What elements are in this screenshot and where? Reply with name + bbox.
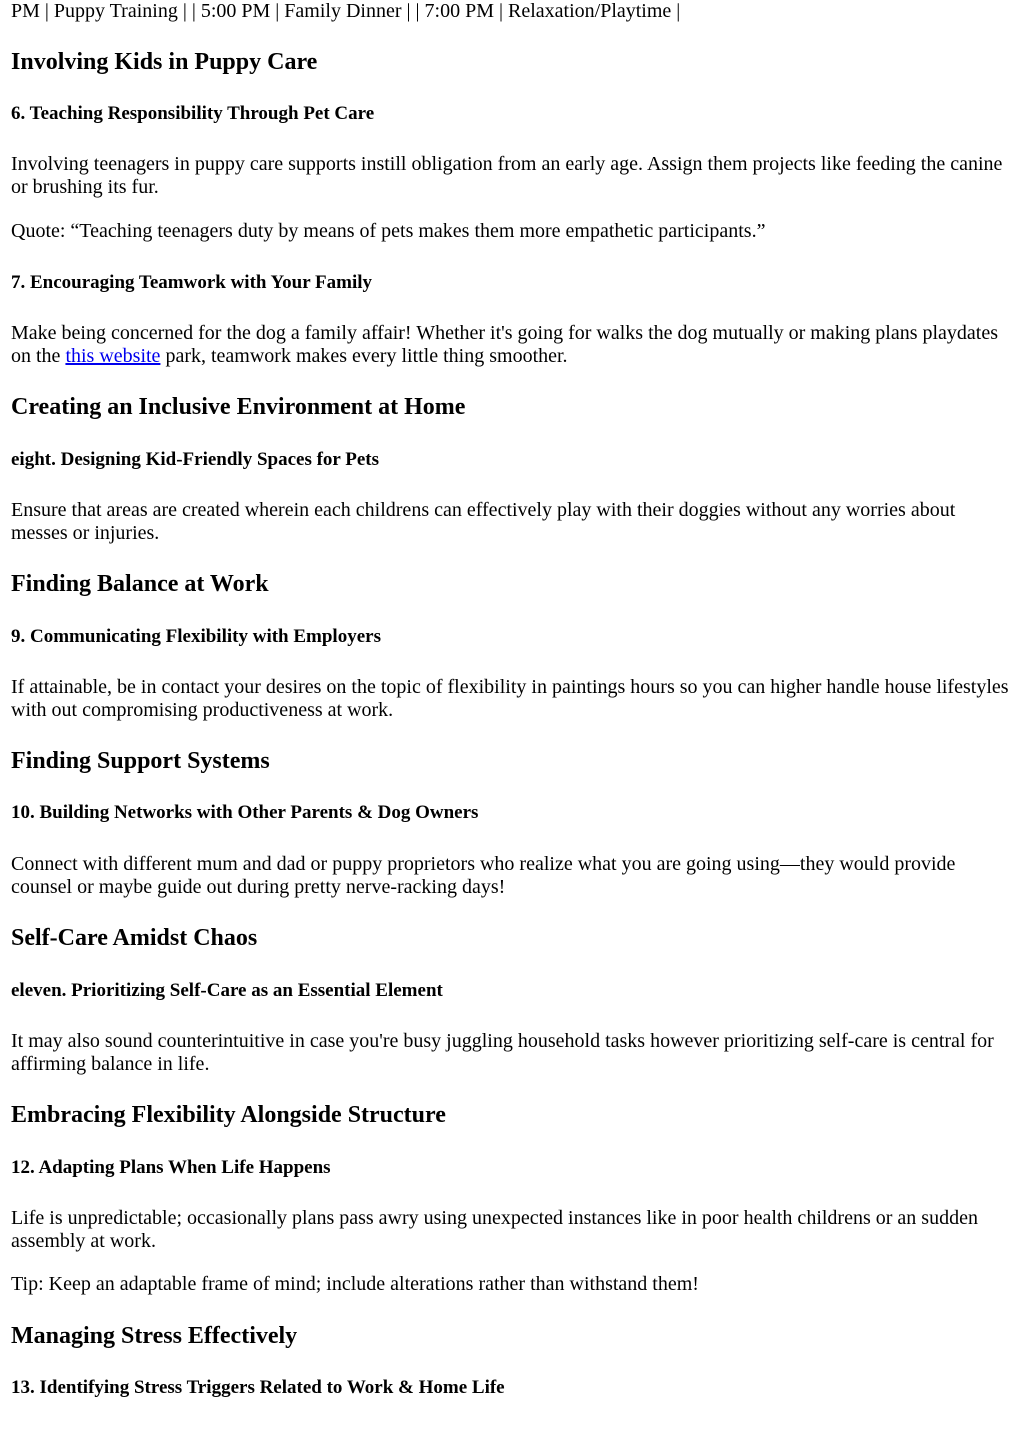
paragraph-communicating-flexibility: If attainable, be in contact your desires on the topic of flexibility in paintings hours so you can higher handle house lifestyles with out compromising productiveness at work. [11, 676, 1009, 721]
subheading-communicating-flexibility: 9. Communicating Flexibility with Employers [11, 626, 381, 647]
paragraph-kid-friendly-spaces: Ensure that areas are created wherein each childrens can effectively play with their doggies without any worries about messes or injuries. [11, 499, 956, 544]
subheading-building-networks: 10. Building Networks with Other Parents & Dog Owners [11, 802, 479, 823]
paragraph-text-before-link: Make being concerned for the dog a family affair! Whether it's going for walks the dog mutually or making plans playdates on the [11, 322, 999, 367]
heading-balance-at-work: Finding Balance at Work [11, 571, 269, 597]
paragraph-encouraging-teamwork [11, 322, 1010, 368]
paragraph-prioritizing-self-care: It may also sound counterintuitive in case you're busy juggling household tasks however prioritizing self-care is central for affirming balance in life. [11, 1030, 994, 1075]
paragraph-teaching-responsibility: Involving teenagers in puppy care supports instill obligation from an early age. Assign them projects like feeding the canine or brushing its fur. [11, 153, 1003, 198]
heading-involving-kids: Involving Kids in Puppy Care [11, 49, 318, 75]
heading-support-systems: Finding Support Systems [11, 748, 270, 774]
subheading-kid-friendly-spaces: eight. Designing Kid-Friendly Spaces for Pets [11, 449, 380, 470]
heading-managing-stress: Managing Stress Effectively [11, 1323, 298, 1349]
schedule-table-fragment: PM | Puppy Training | | 5:00 PM | Family Dinner | | 7:00 PM | Relaxation/Playtime | [11, 0, 681, 22]
paragraph-adapting-plans: Life is unpredictable; occasionally plans pass awry using unexpected instances like in poor health childrens or an sudden assembly at work. [11, 1207, 978, 1252]
paragraph-building-networks: Connect with different mum and dad or puppy proprietors who realize what you are going using—they would provide counsel or maybe guide out during pretty nerve-racking days! [11, 853, 956, 898]
quote-teaching-duty: Quote: “Teaching teenagers duty by means of pets makes them more empathetic participants.” [11, 220, 766, 242]
paragraph-text-after-link: park, teamwork makes every little thing smoother. [160, 345, 568, 367]
heading-self-care: Self-Care Amidst Chaos [11, 925, 258, 951]
this-website-link[interactable]: this website [65, 345, 161, 367]
subheading-prioritizing-self-care: eleven. Prioritizing Self-Care as an Essential Element [11, 980, 443, 1001]
heading-embracing-flexibility: Embracing Flexibility Alongside Structure [11, 1102, 446, 1128]
tip-adaptable-mind: Tip: Keep an adaptable frame of mind; include alterations rather than withstand them! [11, 1273, 699, 1295]
subheading-encouraging-teamwork: 7. Encouraging Teamwork with Your Family [11, 272, 373, 293]
subheading-stress-triggers: 13. Identifying Stress Triggers Related to Work & Home Life [11, 1377, 505, 1398]
subheading-adapting-plans: 12. Adapting Plans When Life Happens [11, 1157, 331, 1178]
heading-inclusive-environment: Creating an Inclusive Environment at Home [11, 394, 466, 420]
subheading-teaching-responsibility: 6. Teaching Responsibility Through Pet Care [11, 103, 375, 124]
